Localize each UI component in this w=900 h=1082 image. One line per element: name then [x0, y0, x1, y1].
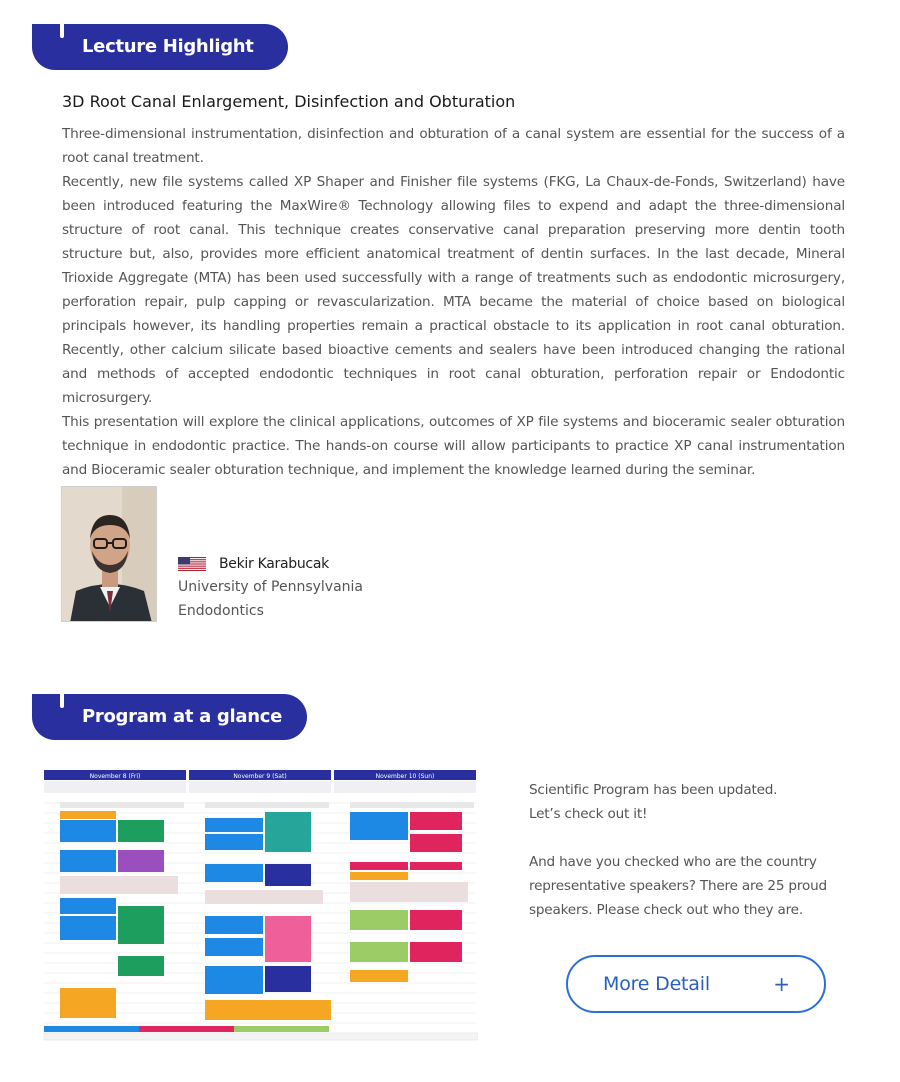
- more-detail-label: More Detail: [603, 973, 710, 995]
- speaker-info: [178, 553, 363, 623]
- more-detail-button[interactable]: [566, 955, 826, 1013]
- day-label-fri: November 8 (Fri): [89, 773, 141, 780]
- program-schedule-image[interactable]: [42, 768, 478, 1042]
- speaker-name: Bekir Karabucak: [219, 556, 329, 572]
- us-flag-icon: [178, 557, 206, 571]
- program-check-text: Let’s check out it!: [529, 806, 648, 822]
- program-update-text: Scientific Program has been updated.: [529, 782, 778, 798]
- program-at-a-glance-heading: [32, 694, 307, 740]
- program-speakers-text: And have you checked who are the country representative speakers? There are 25 proud speakers. Please check out who they are.: [529, 854, 827, 918]
- lecture-highlight-heading: [32, 24, 288, 70]
- abstract-paragraph: This presentation will explore the clinical applications, outcomes of XP file systems and bioceramic sealer obturation technique in endodontic practice. The hands-on course will allow participants to practice XP canal instrumentation and Bioceramic sealer obturation technique, and implement the knowledge learned during the seminar.: [62, 414, 845, 478]
- lecture-title: 3D Root Canal Enlargement, Disinfection and Obturation: [62, 92, 516, 111]
- speaker-photo: [61, 486, 157, 622]
- speaker-name-row: [178, 553, 363, 575]
- plus-icon: +: [773, 972, 790, 996]
- speaker-portrait-illustration: [62, 487, 157, 622]
- program-description: [529, 778, 859, 922]
- abstract-paragraph: Three-dimensional instrumentation, disinfection and obturation of a canal system are essential for the success of a root canal treatment.: [62, 126, 845, 166]
- lecture-highlight-label: Lecture Highlight: [82, 36, 254, 57]
- lecture-abstract: [62, 122, 845, 482]
- day-label-sun: November 10 (Sun): [375, 773, 435, 780]
- abstract-paragraph: Recently, new file systems called XP Shaper and Finisher file systems (FKG, La Chaux-de-Fonds, Switzerland) have been introduced featuring the MaxWire® Technology allowing files to expend and adapt the three-dimensional structure of root canal. This technique creates conservative canal preparation preserving more dentin tooth structure but, also, provides more efficient anatomical treatment of dentin surfaces. In the last decade, Mineral Trioxide Aggregate (MTA) has been used successfully with a range of treatments such as endodontic microsurgery, perforation repair, pulp capping or revascularization. MTA became the material of choice based on biological principals however, its handling properties remain a practical obstacle to its application in root canal obturation. Recently, other calcium silicate based bioactive cements and sealers have been introduced changing the rational and methods of accepted endodontic techniques in root canal obturation, perforation repair or Endodontic microsurgery.: [62, 174, 845, 406]
- speaker-department: Endodontics: [178, 603, 264, 619]
- speaker-affiliation: University of Pennsylvania: [178, 579, 363, 595]
- program-schedule-thumbnail: [42, 768, 478, 1042]
- day-label-sat: November 9 (Sat): [233, 773, 287, 780]
- program-at-a-glance-label: Program at a glance: [82, 706, 282, 727]
